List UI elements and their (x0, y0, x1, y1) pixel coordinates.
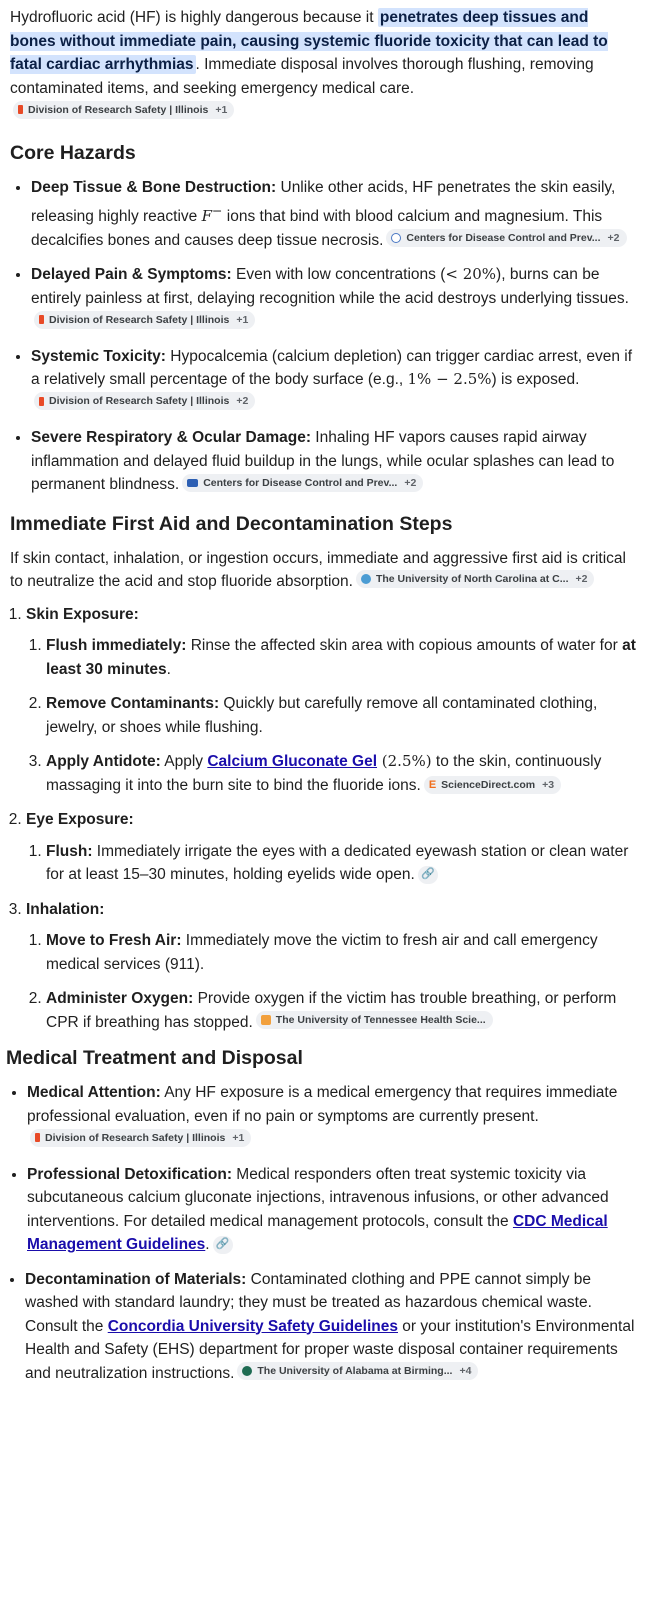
source-chip[interactable]: Division of Research Safety | Illinois +1 (30, 1129, 251, 1147)
illinois-logo-icon (39, 315, 44, 324)
cdc-logo-icon (391, 233, 401, 243)
list-item: • Delayed Pain & Symptoms: Even with low concentrations (< 20%), burns can be entirely painless at first, delaying recognition while the acid destroys underlying tissues. Division of Research Safety | Illinois +1 (31, 263, 636, 334)
calcium-gluconate-link[interactable]: Calcium Gluconate Gel (207, 753, 378, 770)
first-aid-heading: Immediate First Aid and Decontamination Steps (10, 512, 453, 535)
uab-logo-icon (242, 1366, 252, 1376)
source-chip[interactable]: The University of Tennessee Health Scie... (256, 1011, 493, 1029)
first-aid-section (10, 511, 636, 1035)
source-chip[interactable]: Division of Research Safety | Illinois +2 (34, 392, 255, 410)
medical-heading: Medical Treatment and Disposal (6, 1047, 303, 1069)
math-expression: 1% − 2.5% (407, 370, 492, 388)
source-chip[interactable]: Division of Research Safety | Illinois +1 (13, 101, 234, 119)
list-item: 2. Eye Exposure: 1. Flush: Immediately irrigate the eyes with a dedicated eyewash station or clean water for at least 15–30 minutes, holding eyelids wide open. 🔗 (26, 808, 636, 887)
concordia-guidelines-link[interactable]: Concordia University Safety Guidelines (107, 1317, 398, 1335)
cdc-guidelines-link[interactable]: CDC Medical Management Guidelines (27, 1212, 608, 1253)
link-icon[interactable]: 🔗 (213, 1236, 233, 1254)
source-chip[interactable]: Centers for Disease Control and Prev... +2 (182, 474, 423, 492)
list-item: 1. Flush immediately: Rinse the affected skin area with copious amounts of water for at least 30 minutes. (46, 634, 636, 681)
intro-paragraph: Hydrofluoric acid (HF) is highly dangerous because it penetrates deep tissues and bones without immediate pain, causing systemic fluoride toxicity that can lead to fatal cardiac arrhythmias . Immediate disposal involves thorough flushing, removing contaminated items, and seeking emergency medical care. Division of Research Safety | Illinois +1 (10, 6, 636, 124)
source-chip[interactable]: Centers for Disease Control and Prev... +2 (386, 229, 626, 247)
illinois-logo-icon (18, 105, 23, 114)
uthsc-logo-icon (261, 1015, 271, 1025)
list-item: 1. Move to Fresh Air: Immediately move the victim to fresh air and call emergency medical services (911). (46, 929, 636, 976)
list-item: • Professional Detoxification: Medical responders often treat systemic toxicity via subcutaneous calcium gluconate injections, intravenous infusions, or other advanced interventions. For detailed medical management protocols, consult the CDC Medical Management Guidelines. 🔗 (27, 1163, 636, 1257)
link-icon[interactable]: 🔗 (418, 866, 438, 884)
medical-section (6, 1045, 636, 1385)
source-chip[interactable]: The University of North Carolina at C... +2 (356, 570, 595, 588)
list-item: • Medical Attention: Any HF exposure is a medical emergency that requires immediate professional evaluation, even if no pain or symptoms are currently present. Division of Research Safety | Illinois +1 (27, 1081, 636, 1152)
first-aid-intro: If skin contact, inhalation, or ingestion occurs, immediate and aggressive first aid is critical to neutralize the acid and stop fluoride absorption. The University of North Carolina at C... +2 (10, 549, 626, 590)
cdc-logo-icon (187, 479, 198, 487)
source-chip[interactable]: The University of Alabama at Birming... +4 (237, 1362, 478, 1380)
list-item: 3. Inhalation: 1. Move to Fresh Air: Immediately move the victim to fresh air and call emergency medical services (911). 2. Administer Oxygen: Provide oxygen if the victim has trouble breathing, or perform CPR if breathing has stopped. The University of Tennessee Health Scie... (26, 898, 636, 1035)
source-chip[interactable]: Division of Research Safety | Illinois +1 (34, 311, 255, 329)
list-item: 2. Administer Oxygen: Provide oxygen if the victim has trouble breathing, or perform CPR if breathing has stopped. The University of Tennessee Health Scie... (46, 987, 636, 1034)
highlighted-answer: penetrates deep tissues and bones without immediate pain, causing systemic fluoride toxicity that can lead to fatal cardiac arrhythmias (10, 9, 608, 73)
list-item: 3. Apply Antidote: Apply Calcium Gluconate Gel (2.5%) to the skin, continuously massaging it into the burn site to bind the fluoride ions. E ScienceDirect.com +3 (46, 750, 636, 797)
math-expression: (2.5%) (377, 752, 432, 770)
list-item: • Decontamination of Materials: Contaminated clothing and PPE cannot simply be washed with standard laundry; they must be treated as hazardous chemical waste. Consult the Concordia University Safety Guidelines or your institution's Environmental Health and Safety (EHS) department for proper waste disposal container requirements and neutralization instructions. The University of Alabama at Birming... +4 (25, 1268, 636, 1386)
illinois-logo-icon (39, 397, 44, 406)
illinois-logo-icon (35, 1133, 40, 1142)
list-item: 1. Skin Exposure: 1. Flush immediately: Rinse the affected skin area with copious amounts of water for at least 30 minutes. 2. Remove Contaminants: Quickly but carefully remove all contaminated clothing, jewelry, or shoes while flushing. 3. Apply Antidote: Apply Calcium Gluconate Gel (2.5%) to the skin, continuously massaging it into the burn site to bind the fluoride ions. E ScienceDirect.com +3 (26, 603, 636, 798)
sciencedirect-logo-icon: E (428, 778, 437, 791)
list-item: 2. Remove Contaminants: Quickly but carefully remove all contaminated clothing, jewelry, or shoes while flushing. (46, 692, 636, 739)
math-expression: < 20% (445, 265, 497, 283)
core-hazards-section (10, 140, 636, 497)
list-item: 1. Flush: Immediately irrigate the eyes with a dedicated eyewash station or clean water for at least 15–30 minutes, holding eyelids wide open. 🔗 (46, 840, 636, 887)
unc-logo-icon (361, 574, 371, 584)
math-expression: F− (201, 203, 223, 225)
source-chip[interactable]: E ScienceDirect.com +3 (424, 776, 561, 794)
list-item: • Systemic Toxicity: Hypocalcemia (calcium depletion) can trigger cardiac arrest, even if a relatively small percentage of the body surface (e.g., 1% − 2.5%) is exposed. Division of Research Safety | Illinois +2 (31, 345, 636, 416)
list-item: • Severe Respiratory & Ocular Damage: Inhaling HF vapors causes rapid airway inflammation and delayed fluid buildup in the lungs, while ocular splashes can lead to permanent blindness. Centers for Disease Control and Prev... +2 (31, 426, 636, 497)
list-item: • Deep Tissue & Bone Destruction: Unlike other acids, HF penetrates the skin easily, releasing highly reactive F− ions that bind with blood calcium and magnesium. This decalcifies bones and causes deep tissue necrosis. Centers for Disease Control and Prev... +2 (31, 176, 636, 253)
core-hazards-heading: Core Hazards (10, 141, 136, 164)
